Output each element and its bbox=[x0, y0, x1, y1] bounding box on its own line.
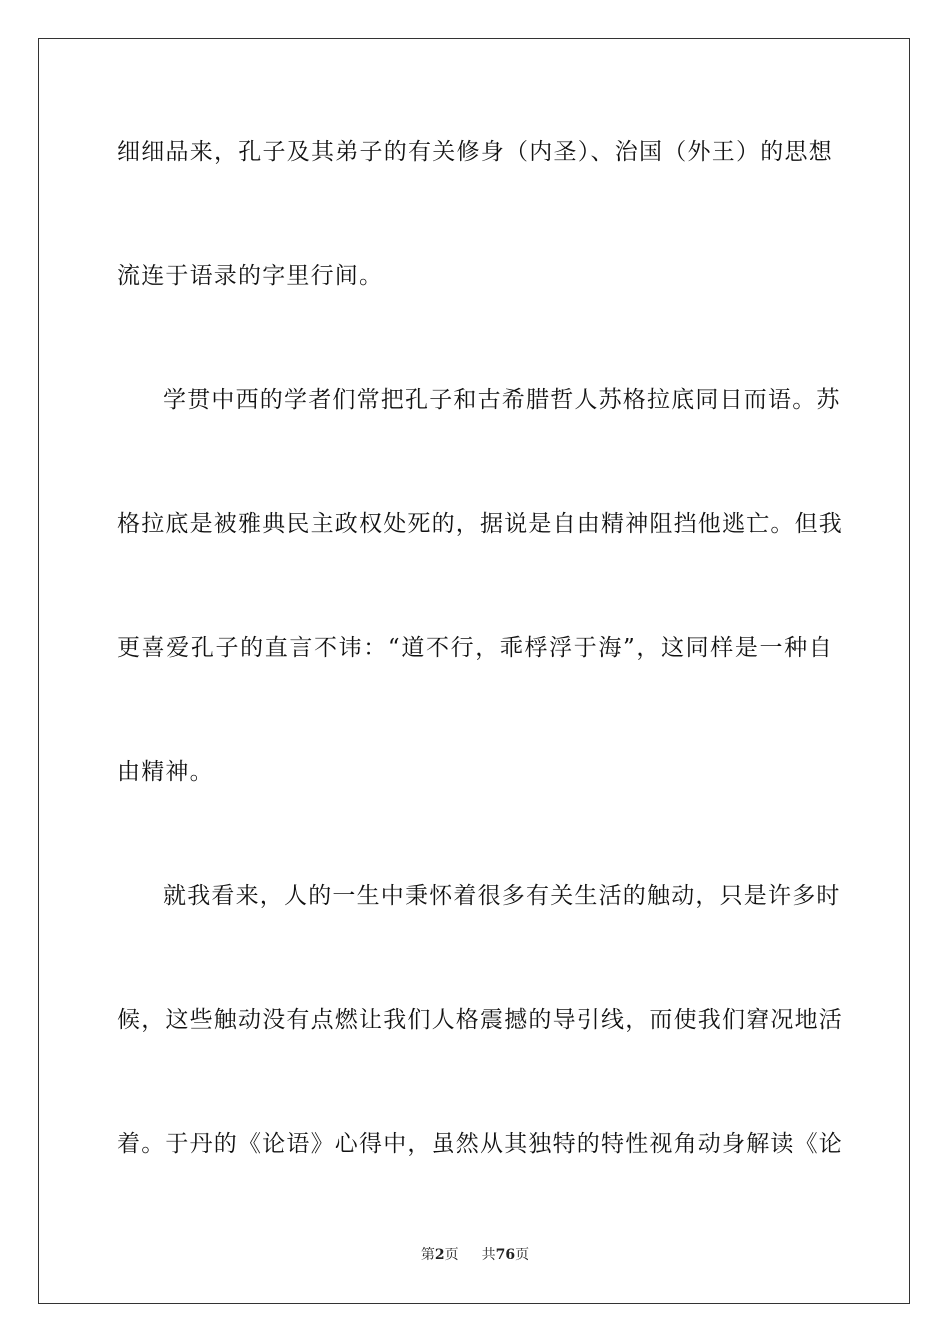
text-line-2: 流连于语录的字里行间。 bbox=[117, 263, 384, 289]
text-line-9: 着。于丹的《论语》心得中，虽然从其独特的特性视角动身解读《论 bbox=[117, 1131, 843, 1157]
page-prefix: 第 bbox=[420, 1247, 435, 1263]
text-line-1: 细细品来，孔子及其弟子的有关修身（内圣）、治国（外王）的思想 bbox=[117, 139, 833, 165]
total-suffix: 页 bbox=[515, 1247, 530, 1263]
document-body bbox=[117, 120, 843, 1236]
text-line-5: 更喜爱孔子的直言不讳：“道不行，乖桴浮于海”，这同样是一种自 bbox=[117, 635, 833, 661]
text-line-3: 学贯中西的学者们常把孔子和古希腊哲人苏格拉底同日而语。苏 bbox=[163, 387, 841, 413]
page-footer bbox=[0, 1244, 950, 1264]
page-suffix: 页 bbox=[444, 1247, 459, 1263]
page-total bbox=[482, 1247, 529, 1263]
text-line-4: 格拉底是被雅典民主政权处死的，据说是自由精神阻挡他逃亡。但我 bbox=[117, 511, 843, 537]
page-number bbox=[421, 1247, 463, 1263]
text-line-7: 就我看来，人的一生中秉怀着很多有关生活的触动，只是许多时 bbox=[163, 883, 841, 909]
text-line-6: 由精神。 bbox=[117, 759, 214, 785]
total-count: 76 bbox=[495, 1247, 516, 1263]
total-prefix: 共 bbox=[481, 1247, 496, 1263]
page-current: 2 bbox=[434, 1247, 445, 1263]
text-line-8: 候，这些触动没有点燃让我们人格震撼的导引线，而使我们窘况地活 bbox=[117, 1007, 843, 1033]
